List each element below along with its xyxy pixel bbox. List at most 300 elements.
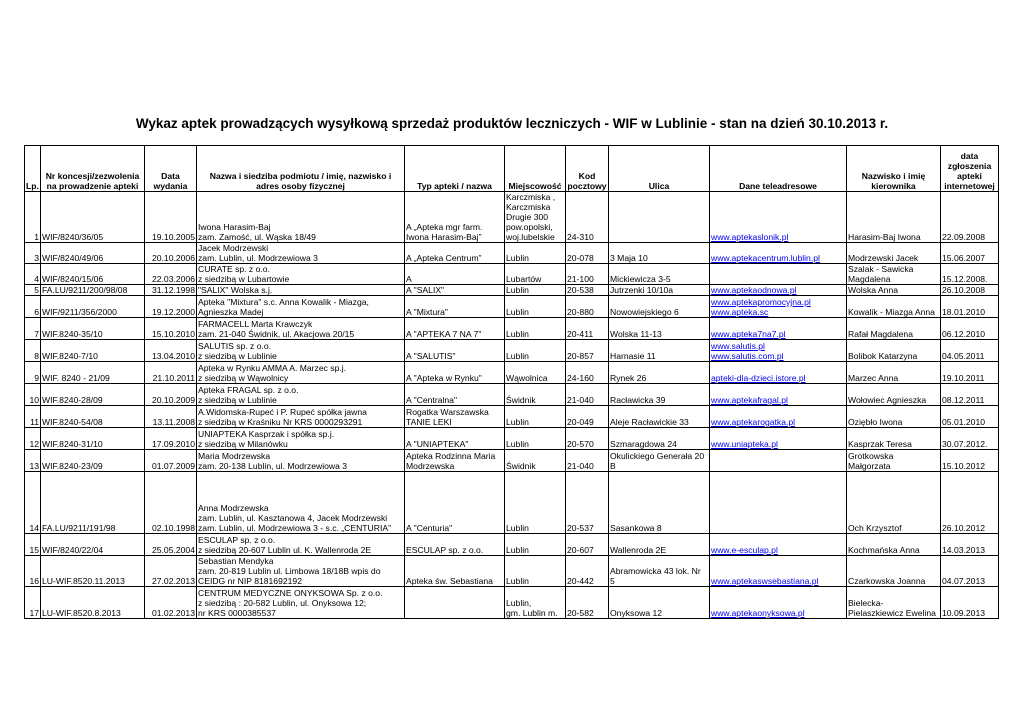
cell-zgloszenie: 15.12.2008.: [941, 264, 999, 285]
cell-zgloszenie: 18.01.2010: [941, 296, 999, 318]
cell-nazwa-line: zam. 20-138 Lublin, ul. Modrzewiowa 3: [198, 461, 348, 471]
cell-kierownik: [847, 450, 941, 472]
cell-kierownik-line: Kasprzak Teresa: [848, 439, 912, 449]
cell-typ: [405, 340, 505, 362]
cell-website-link-line[interactable]: www.aptekaonyksowa.pl: [711, 608, 805, 618]
cell-kierownik: [847, 340, 941, 362]
cell-miejscowosc-line: Karczmiska: [506, 202, 551, 212]
cell-website-link-line[interactable]: www.aptekaswsebastiana.pl: [711, 576, 819, 586]
cell-miejscowosc: [505, 318, 566, 340]
cell-miejscowosc: [505, 192, 566, 243]
cell-miejscowosc: [505, 340, 566, 362]
cell-kierownik-line: Pielaszkiewicz Ewelina: [848, 608, 936, 618]
cell-typ-line: A "SALUTIS": [406, 351, 456, 361]
cell-kierownik-line: Bielecka-: [848, 598, 884, 608]
cell-data: 01.07.2009: [145, 450, 197, 472]
cell-miejscowosc: [505, 243, 566, 264]
table-row: [25, 450, 999, 472]
cell-typ-line: A „Apteka mgr farm.: [406, 222, 483, 232]
cell-website-link[interactable]: [710, 264, 847, 285]
cell-kod: 20-538: [566, 285, 609, 296]
cell-nazwa-line: z siedzibą w Milanówku: [198, 439, 288, 449]
cell-lp: 15: [25, 534, 41, 556]
cell-lp: 11: [25, 406, 41, 428]
cell-zgloszenie: 30.07.2012.: [941, 428, 999, 450]
cell-typ: [405, 243, 505, 264]
table-row: [25, 264, 999, 285]
cell-lp: 9: [25, 362, 41, 384]
cell-kierownik: [847, 264, 941, 285]
cell-ulica-line: Racławicka 39: [610, 395, 666, 405]
cell-data: 13.04.2010: [145, 340, 197, 362]
cell-kod: 20-857: [566, 340, 609, 362]
cell-ulica-line: Rynek 26: [610, 373, 647, 383]
cell-kierownik-line: Czarkowska Joanna: [848, 576, 926, 586]
cell-ulica-line: Onyksowa 12: [610, 608, 663, 618]
cell-data: 20.10.2006: [145, 243, 197, 264]
cell-website-link[interactable]: [710, 587, 847, 619]
cell-typ: [405, 296, 505, 318]
cell-kod: 20-607: [566, 534, 609, 556]
cell-nazwa: [197, 340, 405, 362]
cell-kierownik-line: Rafał Magdalena: [848, 329, 913, 339]
table-row: [25, 534, 999, 556]
cell-miejscowosc-line: Lublin: [506, 545, 529, 555]
cell-miejscowosc-line: Lublin: [506, 329, 529, 339]
cell-kierownik: [847, 587, 941, 619]
cell-nazwa: [197, 318, 405, 340]
cell-nr: WIF.8240-35/10: [41, 318, 145, 340]
cell-zgloszenie: 04.07.2013: [941, 556, 999, 587]
cell-ulica-line: Wallenroda 2E: [610, 545, 667, 555]
col-header-miejscowosc: Miejscowość: [505, 146, 566, 192]
col-header-nr: Nr koncesji/zezwolenia na prowadzenie apteki: [41, 146, 145, 192]
cell-ulica-line: Okulickiego Generała 20: [610, 451, 705, 461]
cell-kierownik: [847, 534, 941, 556]
cell-website-link-line[interactable]: www.aptekaslonik.pl: [711, 232, 789, 242]
cell-nazwa: [197, 192, 405, 243]
cell-kierownik: [847, 362, 941, 384]
cell-nazwa-line: z siedzibą w Lublinie: [198, 395, 277, 405]
cell-zgloszenie: 15.10.2012: [941, 450, 999, 472]
cell-kod: 21-040: [566, 450, 609, 472]
cell-website-link-line[interactable]: www.aptekarogatka.pl: [711, 417, 796, 427]
cell-miejscowosc: [505, 428, 566, 450]
cell-kod: 21-100: [566, 264, 609, 285]
cell-nazwa-line: CURATE sp. z o.o.: [198, 264, 270, 274]
cell-miejscowosc: [505, 556, 566, 587]
cell-website-link[interactable]: [710, 192, 847, 243]
cell-miejscowosc-line: Lublin: [506, 253, 529, 263]
table-row: [25, 556, 999, 587]
cell-zgloszenie: 26.10.2012: [941, 472, 999, 534]
cell-ulica-line: Nowowiejskiego 6: [610, 307, 679, 317]
cell-lp: 7: [25, 318, 41, 340]
cell-miejscowosc: [505, 384, 566, 406]
table-row: [25, 296, 999, 318]
table-row: [25, 340, 999, 362]
cell-lp: 14: [25, 472, 41, 534]
cell-nazwa-line: UNIAPTEKA Kasprzak i spółka sp.j.: [198, 429, 335, 439]
cell-typ-line: TANIE LEKI: [406, 417, 452, 427]
cell-website-link-line[interactable]: apteki-dla-dzieci.istore.pl: [711, 373, 806, 383]
cell-kierownik: [847, 428, 941, 450]
cell-data: 25.05.2004: [145, 534, 197, 556]
cell-kierownik-line: Wołowiec Agnieszka: [848, 395, 927, 405]
cell-ulica-line: 5: [610, 576, 615, 586]
cell-lp: 4: [25, 264, 41, 285]
cell-data: 31.12.1998: [145, 285, 197, 296]
table-row: [25, 318, 999, 340]
cell-typ: [405, 472, 505, 534]
cell-ulica-line: B: [610, 461, 616, 471]
cell-nazwa-line: zam. 20-819 Lublin ul. Limbowa 18/18B wpis do: [198, 566, 381, 576]
col-header-kod: Kod pocztowy: [566, 146, 609, 192]
cell-kod: 20-078: [566, 243, 609, 264]
cell-nazwa-line: Agnieszka Madej: [198, 307, 264, 317]
cell-nazwa: [197, 406, 405, 428]
cell-kierownik: [847, 384, 941, 406]
cell-miejscowosc-line: Świdnik: [506, 395, 536, 405]
cell-miejscowosc-line: Drugie 300: [506, 212, 549, 222]
cell-miejscowosc-line: Lublin: [506, 576, 529, 586]
cell-nazwa-line: Sebastian Mendyka: [198, 556, 274, 566]
cell-nazwa: [197, 450, 405, 472]
cell-typ: [405, 556, 505, 587]
cell-data: 21.10.2011: [145, 362, 197, 384]
cell-website-link[interactable]: [710, 285, 847, 296]
cell-nr: WIF/8240/36/05: [41, 192, 145, 243]
cell-data: 15.10.2010: [145, 318, 197, 340]
cell-data: 27.02.2013: [145, 556, 197, 587]
cell-website-link[interactable]: [710, 318, 847, 340]
cell-data: 13.11.2008: [145, 406, 197, 428]
cell-website-link-line[interactable]: www.uniapteka.pl: [711, 439, 778, 449]
cell-ulica: [609, 192, 710, 243]
table-row: [25, 406, 999, 428]
cell-kierownik: [847, 296, 941, 318]
cell-kod: 20-537: [566, 472, 609, 534]
cell-website-link-line[interactable]: www.aptekafragal.pl: [711, 395, 788, 405]
cell-website-link[interactable]: [710, 406, 847, 428]
cell-typ-line: Rogatka Warszawska: [406, 407, 489, 417]
cell-kierownik-line: Kowalik - Miazga Anna: [848, 307, 935, 317]
cell-nr: WIF.8240-7/10: [41, 340, 145, 362]
cell-miejscowosc: [505, 264, 566, 285]
cell-miejscowosc-line: Lublin,: [506, 598, 532, 608]
cell-miejscowosc-line: Lublin: [506, 307, 529, 317]
cell-lp: 5: [25, 285, 41, 296]
cell-ulica-line: 3 Maja 10: [610, 253, 648, 263]
cell-data: 20.10.2009: [145, 384, 197, 406]
cell-zgloszenie: 04.05.2011: [941, 340, 999, 362]
cell-typ: [405, 384, 505, 406]
cell-ulica-line: Jutrzenki 10/10a: [610, 285, 674, 295]
cell-nr: WIF.8240-31/10: [41, 428, 145, 450]
cell-ulica-line: Szmaragdowa 24: [610, 439, 677, 449]
cell-nazwa-line: Jacek Modrzewski: [198, 243, 269, 253]
cell-nr: WIF/8240/22/04: [41, 534, 145, 556]
cell-nazwa-line: Apteka w Rynku AMMA A. Marzec sp.j.: [198, 363, 347, 373]
cell-typ-line: A "Apteka w Rynku": [406, 373, 482, 383]
col-header-dane: Dane teleadresowe: [710, 146, 847, 192]
cell-lp: 10: [25, 384, 41, 406]
cell-nazwa: [197, 384, 405, 406]
col-header-lp: Lp.: [25, 146, 41, 192]
cell-typ: [405, 406, 505, 428]
cell-nazwa-line: CEIDG nr NIP 8181692192: [198, 576, 302, 586]
cell-typ: [405, 264, 505, 285]
cell-kierownik-line: Och Krzysztof: [848, 523, 902, 533]
cell-typ: [405, 318, 505, 340]
cell-nazwa: [197, 362, 405, 384]
cell-website-link[interactable]: [710, 450, 847, 472]
cell-typ: [405, 285, 505, 296]
cell-kod: 21-040: [566, 384, 609, 406]
cell-typ-line: Apteka św. Sebastiana: [406, 576, 493, 586]
cell-ulica-line: Sasankowa 8: [610, 523, 662, 533]
cell-kierownik-line: Grotkowska: [848, 451, 894, 461]
cell-ulica: [609, 318, 710, 340]
col-header-data: Data wydania: [145, 146, 197, 192]
cell-typ-line: Modrzewska: [406, 461, 455, 471]
cell-website-link[interactable]: [710, 556, 847, 587]
cell-website-link[interactable]: [710, 534, 847, 556]
cell-zgloszenie: 26.10.2008: [941, 285, 999, 296]
cell-nr: WIF/8240/49/06: [41, 243, 145, 264]
cell-typ-line: A "Mixtura": [406, 307, 448, 317]
cell-nazwa-line: Maria Modrzewska: [198, 451, 271, 461]
cell-ulica: [609, 406, 710, 428]
table-row: [25, 384, 999, 406]
cell-data: 19.10.2005: [145, 192, 197, 243]
cell-zgloszenie: 06.12.2010: [941, 318, 999, 340]
page-title: Wykaz aptek prowadzących wysyłkową sprzedaż produktów leczniczych - WIF w Lublinie - stan na dzień 30.10.2013 r.: [135, 116, 889, 131]
cell-nazwa: [197, 472, 405, 534]
cell-ulica: [609, 534, 710, 556]
cell-ulica: [609, 428, 710, 450]
cell-ulica-line: Wolska 11-13: [610, 329, 662, 339]
cell-typ: [405, 534, 505, 556]
cell-miejscowosc: [505, 362, 566, 384]
cell-nazwa-line: ESCULAP sp. z o.o.: [198, 535, 276, 545]
cell-nazwa-line: Apteka "Mixtura" s.c. Anna Kowalik - Miazga,: [198, 297, 369, 307]
cell-kierownik: [847, 243, 941, 264]
cell-ulica: [609, 587, 710, 619]
cell-typ: [405, 362, 505, 384]
cell-nazwa-line: SALUTIS sp. z o.o.: [198, 341, 272, 351]
cell-typ-line: A: [406, 274, 412, 284]
cell-kod: 20-570: [566, 428, 609, 450]
cell-miejscowosc: [505, 406, 566, 428]
cell-ulica-line: Harnasie 11: [610, 351, 656, 361]
cell-lp: 1: [25, 192, 41, 243]
cell-data: 17.09.2010: [145, 428, 197, 450]
cell-kierownik-line: Szalak - Sawicka: [848, 264, 914, 274]
cell-nr: FA.LU/9211/200/98/08: [41, 285, 145, 296]
cell-nazwa: [197, 587, 405, 619]
cell-lp: 8: [25, 340, 41, 362]
cell-typ: [405, 192, 505, 243]
table-row: [25, 472, 999, 534]
cell-miejscowosc: [505, 472, 566, 534]
cell-data: 02.10.1998: [145, 472, 197, 534]
cell-website-link[interactable]: [710, 428, 847, 450]
cell-zgloszenie: 22.09.2008: [941, 192, 999, 243]
cell-nazwa: [197, 243, 405, 264]
cell-kierownik: [847, 318, 941, 340]
cell-website-link-line[interactable]: www.apteka7na7.pl: [711, 329, 786, 339]
cell-miejscowosc-line: Lublin: [506, 523, 529, 533]
cell-nazwa-line: FARMACELL Marta Krawczyk: [198, 319, 313, 329]
cell-nazwa-line: "SALIX" Wolska s.j.: [198, 285, 273, 295]
cell-zgloszenie: 14.03.2013: [941, 534, 999, 556]
cell-ulica: [609, 384, 710, 406]
cell-nazwa-line: zam. Lublin, ul. Modrzewiowa 3 - s.c. „CENTURIA”: [198, 523, 391, 533]
cell-typ-line: A "UNIAPTEKA": [406, 439, 469, 449]
cell-typ-line: Iwona Harasim-Baj”: [406, 232, 482, 242]
table-row: [25, 428, 999, 450]
cell-website-link[interactable]: [710, 243, 847, 264]
cell-nazwa: [197, 534, 405, 556]
cell-miejscowosc-line: woj.lubelskie: [506, 232, 555, 242]
cell-kod: 20-442: [566, 556, 609, 587]
cell-kierownik: [847, 285, 941, 296]
cell-nazwa-line: zam. Lublin, ul. Modrzewiowa 3: [198, 253, 318, 263]
cell-website-link[interactable]: [710, 384, 847, 406]
cell-nazwa: [197, 285, 405, 296]
cell-lp: 16: [25, 556, 41, 587]
cell-website-link-line[interactable]: www.aptekaodnowa.pl: [711, 285, 797, 295]
cell-website-link[interactable]: [710, 362, 847, 384]
cell-ulica: [609, 264, 710, 285]
cell-nazwa-line: Iwona Harasim-Baj: [198, 222, 271, 232]
cell-nazwa-line: zam. Zamość, ul. Wąska 18/49: [198, 232, 316, 242]
cell-kod: 24-160: [566, 362, 609, 384]
cell-miejscowosc: [505, 534, 566, 556]
cell-website-link-line[interactable]: www.e-esculap.pl: [711, 545, 778, 555]
cell-ulica: [609, 285, 710, 296]
cell-typ-line: ESCULAP sp. z o.o.: [406, 545, 484, 555]
cell-nazwa-line: z siedzibą w Lubartowie: [198, 274, 290, 284]
cell-nr: WIF.8240-23/09: [41, 450, 145, 472]
cell-ulica: [609, 556, 710, 587]
cell-nazwa-line: Anna Modrzewska: [198, 503, 269, 513]
cell-kierownik: [847, 406, 941, 428]
cell-miejscowosc-line: Lublin: [506, 285, 529, 295]
cell-kierownik: [847, 192, 941, 243]
cell-ulica: [609, 472, 710, 534]
cell-ulica: [609, 340, 710, 362]
cell-ulica-line: Aleje Racławickie 33: [610, 417, 689, 427]
cell-website-link-line[interactable]: www.apteka.sc: [711, 307, 769, 317]
cell-nazwa: [197, 296, 405, 318]
cell-nr: FA.LU/9211/191/98: [41, 472, 145, 534]
cell-lp: 13: [25, 450, 41, 472]
cell-miejscowosc-line: Lublin: [506, 439, 529, 449]
cell-kod: 20-880: [566, 296, 609, 318]
cell-kod: 20-049: [566, 406, 609, 428]
col-header-kierownik: Nazwisko i imię kierownika: [847, 146, 941, 192]
cell-nr: WIF.8240-54/08: [41, 406, 145, 428]
cell-ulica: [609, 450, 710, 472]
cell-ulica-line: Abramowicka 43 lok. Nr: [610, 566, 701, 576]
cell-kierownik-line: Harasim-Baj Iwona: [848, 232, 921, 242]
cell-ulica: [609, 296, 710, 318]
cell-kierownik-line: Bolibok Katarzyna: [848, 351, 918, 361]
cell-miejscowosc: [505, 450, 566, 472]
cell-data: 01.02.2013: [145, 587, 197, 619]
cell-kierownik-line: Modrzewski Jacek: [848, 253, 919, 263]
cell-nazwa-line: A.Widomska-Rupeć i P. Rupeć spółka jawna: [198, 407, 367, 417]
cell-typ: [405, 587, 505, 619]
cell-typ-line: Apteka Rodzinna Maria: [406, 451, 496, 461]
col-header-zgloszenie: data zgłoszenia apteki internetowej: [941, 146, 999, 192]
cell-website-link[interactable]: [710, 472, 847, 534]
cell-nazwa-line: zam. 21-040 Świdnik, ul. Akacjowa 20/15: [198, 329, 355, 339]
cell-miejscowosc: [505, 285, 566, 296]
cell-kod: 20-411: [566, 318, 609, 340]
cell-kierownik-line: Kochmańska Anna: [848, 545, 920, 555]
cell-typ-line: A "APTEKA 7 NA 7": [406, 329, 482, 339]
cell-nazwa-line: CENTRUM MEDYCZNE ONYKSOWA Sp. z o.o.: [198, 588, 383, 598]
cell-ulica-line: Mickiewicza 3-5: [610, 274, 671, 284]
cell-miejscowosc: [505, 296, 566, 318]
cell-typ: [405, 428, 505, 450]
cell-zgloszenie: 19.10.2011: [941, 362, 999, 384]
cell-lp: 17: [25, 587, 41, 619]
cell-miejscowosc-line: Wąwolnica: [506, 373, 548, 383]
cell-miejscowosc-line: Lublin: [506, 351, 529, 361]
cell-miejscowosc-line: gm. Lublin m.: [506, 608, 558, 618]
cell-miejscowosc-line: pow.opolski,: [506, 222, 553, 232]
cell-kierownik-line: Oziębło Iwona: [848, 417, 903, 427]
cell-nazwa-line: z siedzibą w Kraśniku Nr KRS 0000293291: [198, 417, 363, 427]
cell-ulica: [609, 243, 710, 264]
cell-nazwa-line: zam. Lublin, ul. Kasztanowa 4, Jacek Modrzewski: [198, 513, 388, 523]
table-row: [25, 243, 999, 264]
table-row: [25, 285, 999, 296]
cell-website-link-line[interactable]: www.salutis.com.pl: [711, 351, 784, 361]
cell-nr: LU-WIF.8520.11.2013: [41, 556, 145, 587]
cell-miejscowosc-line: Świdnik: [506, 461, 536, 471]
cell-miejscowosc-line: Lubartów: [506, 274, 542, 284]
cell-typ: [405, 450, 505, 472]
cell-lp: 12: [25, 428, 41, 450]
cell-kierownik: [847, 472, 941, 534]
cell-nr: WIF/9211/356/2000: [41, 296, 145, 318]
table-row: [25, 587, 999, 619]
cell-website-link[interactable]: [710, 340, 847, 362]
cell-miejscowosc: [505, 587, 566, 619]
cell-nazwa-line: nr KRS 0000385537: [198, 608, 276, 618]
cell-website-link[interactable]: [710, 296, 847, 318]
cell-website-link-line[interactable]: www.aptekacentrum.lublin.pl: [711, 253, 820, 263]
col-header-typ: Typ apteki / nazwa: [405, 146, 505, 192]
cell-zgloszenie: 10.09.2013: [941, 587, 999, 619]
cell-website-link-line[interactable]: www.salutis.pl: [711, 341, 765, 351]
cell-nr: WIF.8240-28/09: [41, 384, 145, 406]
cell-nr: WIF. 8240 - 21/09: [41, 362, 145, 384]
cell-kod: 20-582: [566, 587, 609, 619]
cell-kierownik: [847, 556, 941, 587]
cell-kod: 24-310: [566, 192, 609, 243]
cell-kierownik-line: Małgorzata: [848, 461, 891, 471]
cell-nazwa: [197, 556, 405, 587]
cell-kierownik-line: Magdalena: [848, 274, 891, 284]
cell-website-link-line[interactable]: www.aptekapromocyjna.pl: [711, 297, 811, 307]
cell-nr: WIF/8240/15/06: [41, 264, 145, 285]
